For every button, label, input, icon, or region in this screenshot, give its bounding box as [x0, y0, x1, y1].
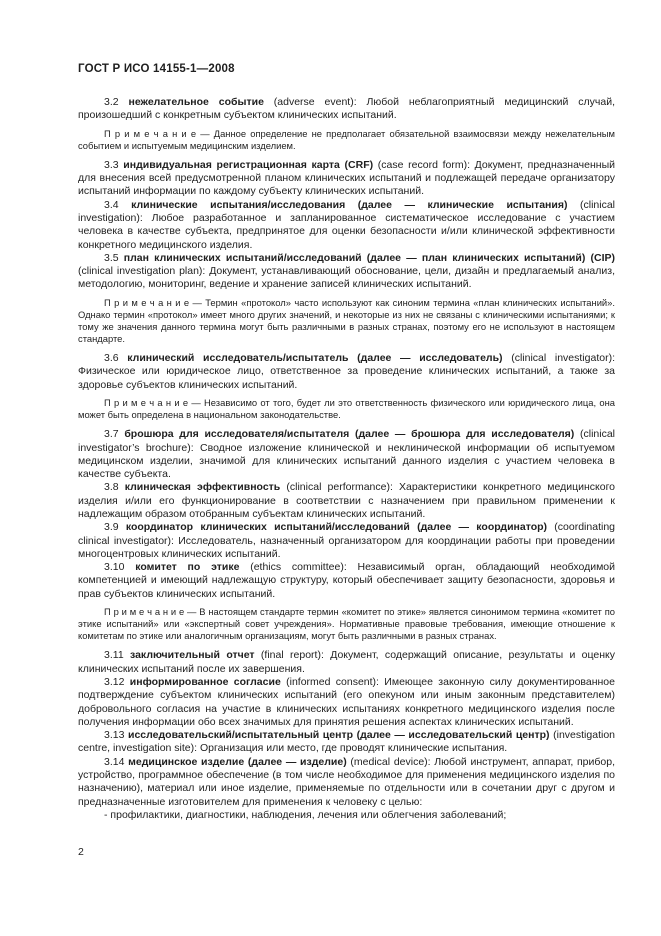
- definition-paragraph: 3.9 координатор клинических испытаний/исследований (далее — координатор) (coordinating clinical investigator): Исследователь, назначенный организатором для координации работы при проведении многоцентровых клинических испытаний.: [78, 521, 615, 560]
- note-paragraph: П р и м е ч а н и е — Термин «протокол» часто используют как синоним термина «план клинических испытаний». Однако термин «протокол» имеет много других значений, и некоторые из них не связаны с клиническими испытаниями; к тому же значения данного термина могут быть различными в разных странах, поэтому его не используют в настоящем стандарте.: [78, 296, 615, 345]
- note-paragraph: П р и м е ч а н и е — Независимо от того, будет ли это ответственность физического или юридического лица, она может быть определена в национальном законодательстве.: [78, 397, 615, 421]
- definition-paragraph: 3.8 клиническая эффективность (clinical performance): Характеристики конкретного медицинского изделия и/или его функционирование в соответствии с назначением при правильном применении к надлежащим образом отобранным субъектам клинических испытаний.: [78, 481, 616, 520]
- page-number: 2: [78, 846, 84, 858]
- definition-paragraph: 3.12 информированное согласие (informed consent): Имеющее законную силу документированное подтверждение субъектом клинических испытаний (его опекуном или иным законным представителем) добровольного согласия на участие в клинических испытаниях конкретного медицинского изделия после получения информации обо всех значимых для принятия решения аспектах клинических испытаний.: [78, 675, 615, 728]
- definition-paragraph: 3.5 план клинических испытаний/исследований (далее — план клинических испытаний) (CIP) (clinical investigation plan): Документ, устанавливающий обоснование, цели, дизайн и предлагаемый анализ, методологию, мониторинг, ведение и хранение записей клинических испытаний.: [78, 251, 616, 291]
- definition-paragraph: 3.14 медицинское изделие (далее — изделие) (medical device): Любой инструмент, аппарат, прибор, устройство, программное обеспечение (в том числе необходимое для применения медицинского изделия по назначению), материал или иное изделие, применяемые по отдельности или в сочетании друг с другом и предназначенные изготовителем для применения к человеку с целью:: [78, 755, 615, 808]
- definition-paragraph: 3.7 брошюра для исследователя/испытателя (далее — брошюра для исследователя) (clinical investigator’s brochure): Сводное изложение клинической и неклинической информации об испытуемом медицинском изделии, значимой для клинических испытаний данного изделия с участием человека в качестве субъекта.: [78, 428, 615, 481]
- document-body: [78, 96, 615, 822]
- definition-paragraph: 3.11 заключительный отчет (final report): Документ, содержащий описание, результаты и оценку клинических испытаний после их завершения.: [78, 649, 616, 675]
- page-header: ГОСТ Р ИСО 14155-1—2008: [78, 63, 235, 75]
- definition-paragraph: 3.6 клинический исследователь/испытатель (далее — исследователь) (clinical investigator): Физическое или юридическое лицо, ответственное за проведение клинических испытаний, а также за здоровье субъектов клинических испытаний.: [78, 352, 615, 391]
- definition-paragraph: 3.13 исследовательский/испытательный центр (далее — исследовательский центр) (investigation centre, investigation site): Организация или место, где проводят клинические испытания.: [78, 729, 615, 755]
- list-item: - профилактики, диагностики, наблюдения, лечения или облегчения заболеваний;: [104, 808, 507, 821]
- definition-paragraph: 3.4 клинические испытания/исследования (далее — клинические испытания) (clinical investigation): Любое разработанное и запланированное систематическое исследование с участием человека в качестве субъекта, предпринятое для оценки безопасности и/или клинической эффективности конкретного медицинского изделия.: [78, 198, 616, 251]
- note-paragraph: П р и м е ч а н и е — Данное определение не предполагает обязательной взаимосвязи между нежелательным событием и испытуемым медицинским изделием.: [78, 127, 615, 151]
- document-content: [78, 63, 615, 822]
- definition-paragraph: 3.3 индивидуальная регистрационная карта (CRF) (case record form): Документ, предназначенный для внесения всей предусмотренной планом клинических испытаний и подлежащей передаче организатору испытаний информации по каждому субъекту клинических испытаний.: [78, 158, 615, 198]
- note-paragraph: П р и м е ч а н и е — В настоящем стандарте термин «комитет по этике» является синонимом термина «комитет по этике испытаний» или «экспертный совет учреждения». Нормативные правовые требования, имеющие отношение к комитетам по этике или аналогичным организациям, могут быть различными в разных странах.: [78, 606, 615, 642]
- definition-paragraph: 3.10 комитет по этике (ethics committee): Независимый орган, обладающий необходимой компетенцией и имеющий надлежащую структуру, который обеспечивает защиту безопасности, здоровья и прав субъектов клинических испытаний.: [78, 561, 615, 600]
- definition-paragraph: 3.2 нежелательное событие (adverse event): Любой неблагоприятный медицинский случай, произошедший с конкретным субъектом клинических испытаний.: [78, 96, 615, 122]
